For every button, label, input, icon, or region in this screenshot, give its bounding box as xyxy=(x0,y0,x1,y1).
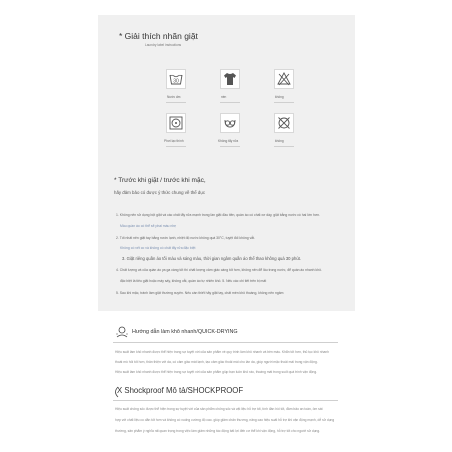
tshirt-tile xyxy=(220,69,240,89)
list-item: 4. Chất lượng và của quần áo ya ga càng tốt thì chất lượng cảm giác càng tốt hơn, không nên để lâu trong nước, để quần áo nhanh khô. xyxy=(116,268,322,272)
quick-dry-line-3: Hiệu suất làm khô nhanh được thể hiện trong sự tuyệt vời của sản phẩm giúp bạn luôn khô ráo, thoáng mát trong suốt quá trình vận động. xyxy=(115,370,318,374)
icon-label-5: Không tẩy rửa xyxy=(218,139,239,143)
before-wash-subtitle: hãy đảm bảo có được ý thức chung về thể dục xyxy=(114,190,206,195)
wash-30-icon xyxy=(168,71,184,87)
shockproof-line-2: hợp với chất liệu co dãn tốt hơn và không có xuống cường độ cao. giúp giảm chấn thương, nâng cao hiệu suất hỗ trợ khi vận động mạnh, dễ sử dụng xyxy=(115,418,335,422)
list-item: Màu quần áo có thể sẽ phai màu nhẹ xyxy=(120,224,176,228)
care-title: * Giải thích nhãn giặt xyxy=(119,31,198,41)
no-tumble-icon xyxy=(222,115,238,131)
wash-30-tile xyxy=(166,69,186,89)
before-wash-title: * Trước khi giặt / trước khi mặc, xyxy=(114,177,206,184)
list-item: đặc biệt là tiêu giặt hoặc máy sấy, không vắt, quần áo tự nhiên khô. 5. Nếu các chi tiết trên bị mất xyxy=(120,279,267,283)
svg-text:30: 30 xyxy=(173,78,179,85)
no-dryclean-icon xyxy=(276,115,292,131)
shockproof-line-1: Hiệu suất chống sốc được thể hiện trong sự tuyệt vời của sản phẩm chống sốc và vật liệu hỗ trợ tốt, tính đàn hồi tốt, đảm bảo an toàn, ôm sát xyxy=(115,407,323,411)
icon-label-1: Nước ấm xyxy=(167,95,181,99)
no-bleach-tile xyxy=(274,69,294,89)
no-tumble-tile xyxy=(220,113,240,133)
icon-label-4: Phơi lạc thính xyxy=(164,139,184,143)
dry-icon xyxy=(168,115,184,131)
shockproof-line-3: thường, sản phẩm ý nghĩa rất quan trọng trong việc làm giảm những tác động bất lợi đến cơ thể khi vận động, hỗ trợ tốt cho người sử dụng. xyxy=(115,429,321,433)
list-item: 3. Giặt riêng quần áo tối màu và sáng màu, thời gian ngâm quần áo thể thao không quá 30 phút. xyxy=(122,256,301,261)
care-subtitle: Laundry label instructions xyxy=(145,43,182,47)
icon-label-3: không xyxy=(275,95,284,99)
dry-tile xyxy=(166,113,186,133)
no-bleach-icon xyxy=(276,71,292,87)
quick-dry-title: Hướng dẫn làm khô nhanh/QUICK-DRYING xyxy=(132,329,238,335)
shockproof-title: X Shockproof Mô tả/SHOCKPROOF xyxy=(117,386,244,395)
care-panel xyxy=(98,15,355,311)
quick-dry-icon xyxy=(115,326,129,338)
tshirt-icon xyxy=(222,71,238,87)
quick-dry-line-2: thoát mồ hôi tốt hơn, thân thiện với da, có cảm giác mát lạnh, tạo cảm giác thoải mái cho làn da, giúp người mặc thoải mái trong vận động. xyxy=(115,360,318,364)
icon-label-6: không xyxy=(275,139,284,143)
list-item: 2. Tốt nhất nên giặt tay bằng nước lạnh, nhiệt độ nước không quá 30°C, tuyệt đối không vắt. xyxy=(116,236,256,240)
no-dryclean-tile xyxy=(274,113,294,133)
quick-dry-line-1: Hiệu suất làm khô nhanh được thể hiện trong sự tuyệt vời của sản phẩm về quy trình làm khô nhanh và bền màu. Khẩn tốt hơn, thủ tục khô nhanh xyxy=(115,350,329,354)
list-item: Không có vết co và không có chất tẩy rửa đặc biệt xyxy=(120,246,196,250)
list-item: 5. Sau khi mặc, tránh làm giặt thường xuyên. Nếu cần thiết hãy giặt tay, chất mền khô thoáng, không nên ngâm xyxy=(116,291,284,295)
icon-label-2: nền xyxy=(221,95,227,99)
list-item: 1. Không nên sử dụng bột giặt và các chất tẩy rửa mạnh trong lần giặt đầu tiên, quần áo có chất xơ dày, giặt bằng nước có hai lớn hơn. xyxy=(116,213,320,217)
